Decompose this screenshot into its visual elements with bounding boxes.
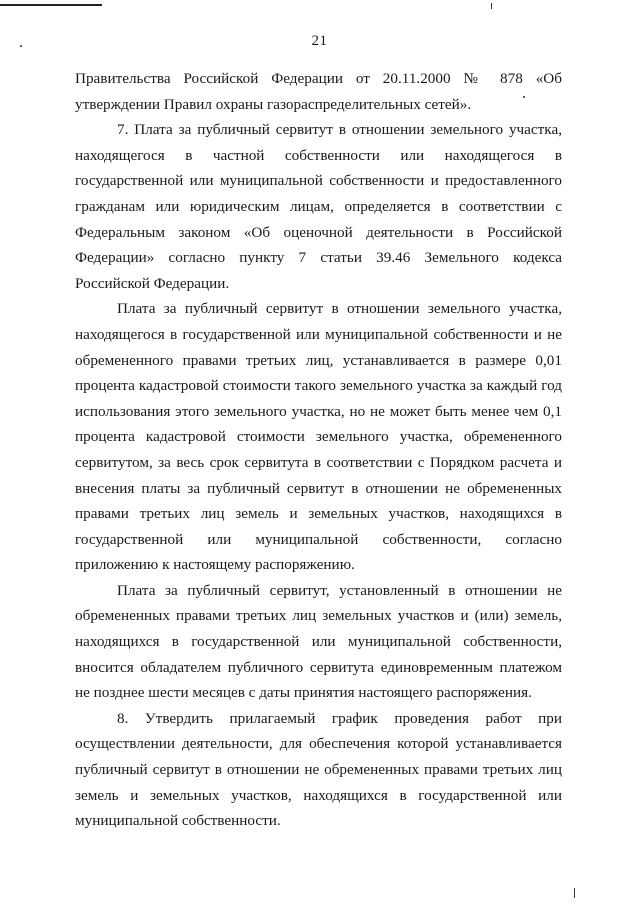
document-body: [75, 66, 562, 834]
paragraph-item-8: 8. Утвердить прилагаемый график проведения работ при осуществлении деятельности, для обеспечения которой устанавливается публичный сервитут в отношении не обремененных правами третьих лиц земель и земельных участков, находящихся в государственной или муниципальной собственности.: [75, 709, 562, 830]
scan-speck: [574, 888, 575, 898]
page-number: 21: [311, 33, 328, 49]
paragraph-continuation: Правительства Российской Федерации от 20.11.2000 № 878 «Об утверждении Правил охраны газораспределительных сетей».: [75, 70, 562, 113]
paragraph-fee-state-land: Плата за публичный сервитут в отношении земельного участка, находящегося в государственной или муниципальной собственности и не обремененного правами третьих лиц, устанавливается в размере 0,01 процента кадастровой стоимости такого земельного участка за каждый год использования этого земельного участка, но не может быть менее чем 0,1 процента кадастровой стоимости земельного участка, обремененного сервитутом, за весь срок сервитута в соответствии с Порядком расчета и внесения платы за публичный сервитут в отношении не обремененных правами третьих лиц земель и земельных участков, находящихся в государственной или муниципальной собственности, согласно приложению к настоящему распоряжению.: [75, 300, 562, 574]
scan-speck: [491, 3, 492, 9]
paragraph-fee-payment: Плата за публичный сервитут, установленный в отношении не обремененных правами третьих лиц земельных участков и (или) земель, находящихся в государственной или муниципальной собственности, вносится обладателем публичного сервитута единовременным платежом не позднее шести месяцев с даты принятия настоящего распоряжения.: [75, 581, 562, 702]
paragraph-item-7: 7. Плата за публичный сервитут в отношении земельного участка, находящегося в частной собственности или находящегося в государственной или муниципальной собственности и предоставленного гражданам или юридическим лицам, определяется в соответствии с Федеральным законом «Об оценочной деятельности в Российской Федерации» согласно пункту 7 статьи 39.46 Земельного кодекса Российской Федерации.: [75, 121, 562, 292]
scan-edge-line: [0, 4, 102, 6]
